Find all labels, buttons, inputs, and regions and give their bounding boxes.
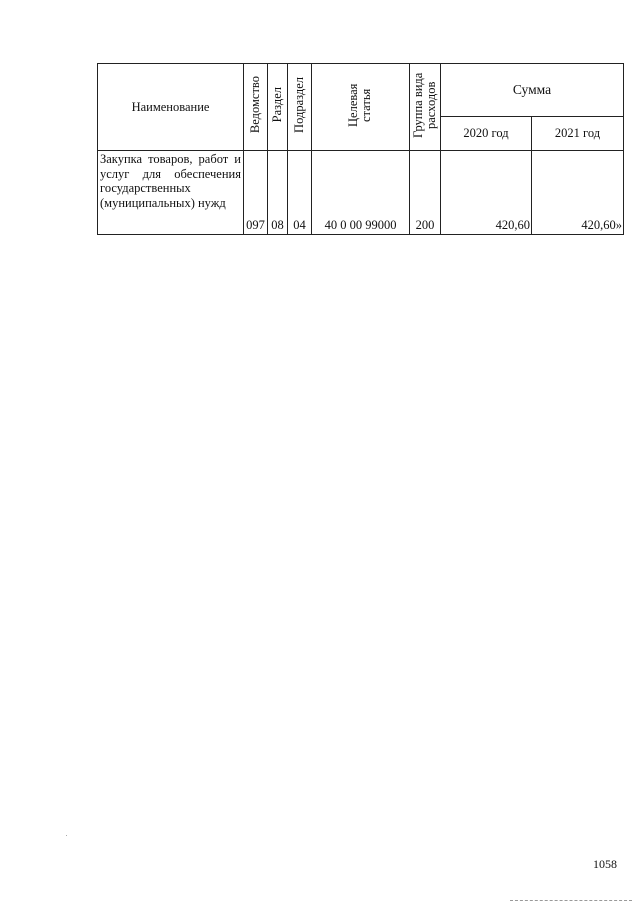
- header-vedomstvo-label: Ведомство: [247, 76, 262, 134]
- header-razdel: [268, 64, 288, 151]
- header-gruppa: [410, 64, 441, 151]
- header-year-2021-label: 2021 год: [554, 126, 601, 140]
- row-tselevaya: 40 0 00 99000: [312, 151, 410, 235]
- header-year-2020: [441, 117, 532, 151]
- header-gruppa-label: Группа вида расходов: [410, 72, 438, 138]
- header-name: [98, 64, 244, 151]
- header-podrazdel-label: Подраздел: [291, 77, 306, 133]
- header-tselevaya: [312, 64, 410, 151]
- header-year-2021: [532, 117, 624, 151]
- header-razdel-label: Раздел: [269, 87, 284, 123]
- header-podrazdel: [288, 64, 312, 151]
- row-name: Закупка товаров, работ и услуг для обеспечения государственных (муниципальных) нужд: [98, 151, 244, 235]
- header-year-2020-label: 2020 год: [463, 126, 509, 140]
- row-sum-2020: 420,60: [441, 151, 532, 235]
- row-vedomstvo: 097: [244, 151, 268, 235]
- header-summa: [441, 64, 624, 117]
- row-gruppa: 200: [410, 151, 441, 235]
- header-name-label: Наименование: [131, 99, 210, 114]
- row-razdel: 08: [268, 151, 288, 235]
- row-sum-2021: 420,60»: [532, 151, 624, 235]
- table-row: [98, 151, 624, 235]
- header-tselevaya-label: Целевая статья: [346, 83, 374, 127]
- budget-table: [97, 63, 624, 235]
- row-podrazdel: 04: [288, 151, 312, 235]
- scan-speck: [66, 835, 67, 836]
- header-vedomstvo: [244, 64, 268, 151]
- header-summa-label: Сумма: [512, 82, 552, 97]
- page-number: 1058: [593, 857, 617, 871]
- footer-rule: [510, 900, 632, 901]
